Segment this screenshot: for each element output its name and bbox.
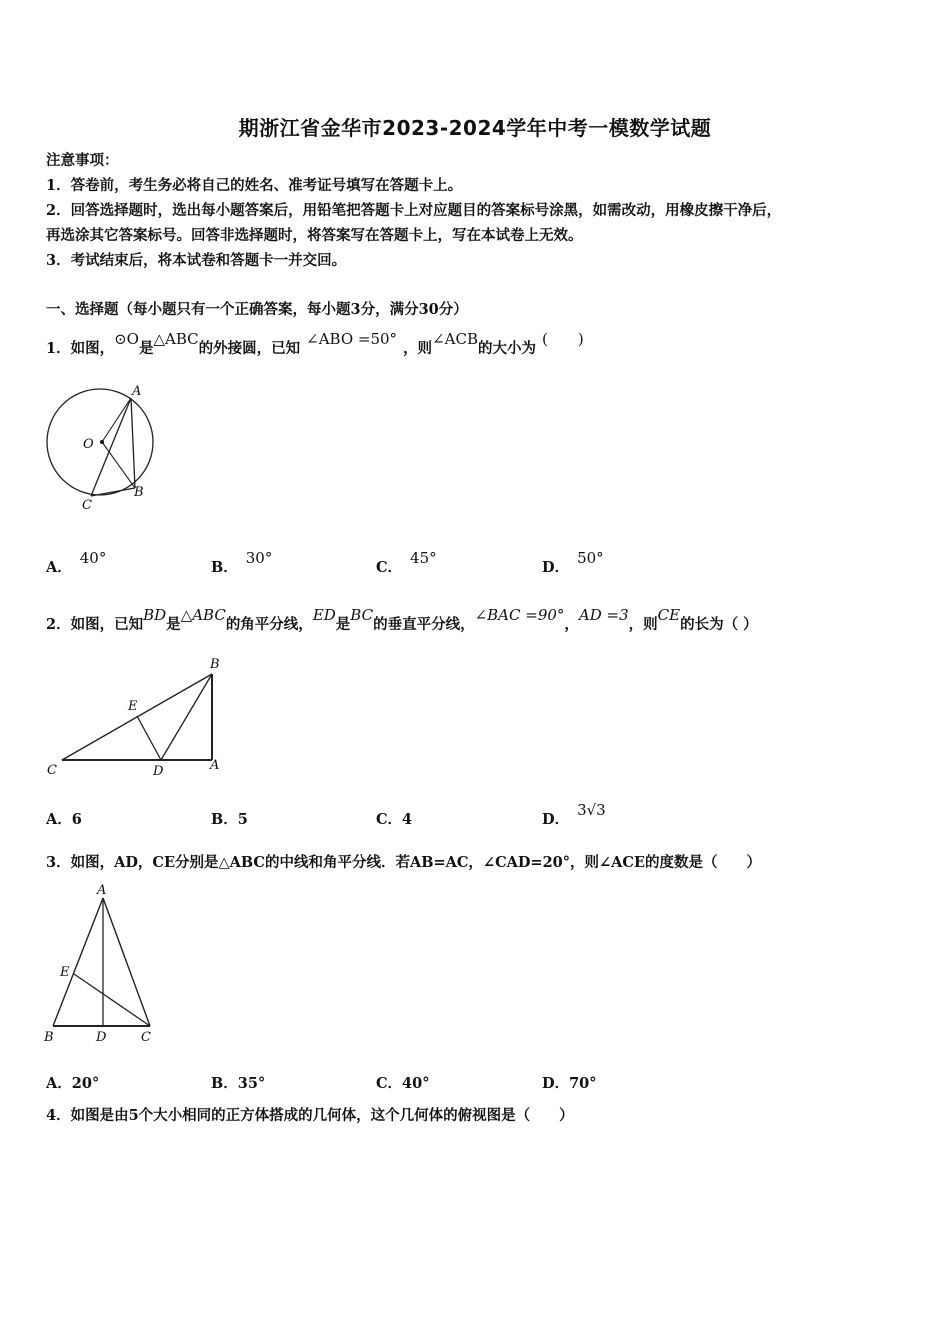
section-heading: 一、选择题（每小题只有一个正确答案，每小题3分，满分30分）: [46, 301, 468, 318]
q3-label-d: D: [96, 1030, 107, 1045]
math-ed: ED: [312, 606, 336, 624]
q2-option-b[interactable]: B．5: [211, 811, 248, 828]
q1-label-b: B: [134, 485, 144, 500]
math-answer-blank: ( ): [541, 330, 584, 348]
math-circle-o: ⊙O: [114, 330, 139, 348]
question-1: 1．如图，⊙O是△ABC的外接圆，已知∠ABO =50°，则∠ACB的大小为( ): [46, 330, 584, 357]
math-angle-bac: ∠BAC =90°: [474, 606, 565, 624]
q2-label-d: D: [153, 764, 164, 779]
math-bd: BD: [143, 606, 167, 624]
q3-option-b[interactable]: B．35°: [211, 1075, 266, 1092]
notice-line-1: 1．答卷前，考生务必将自己的姓名、准考证号填写在答题卡上。: [46, 177, 463, 194]
q3-figure: [40, 882, 170, 1052]
q3-label-a: A: [97, 883, 107, 898]
q1-option-c[interactable]: C．45°: [376, 549, 437, 576]
q1-label-a: A: [132, 384, 142, 399]
q2-option-c[interactable]: C．4: [376, 811, 413, 828]
question-3: 3．如图，AD，CE分别是△ABC的中线和角平分线．若AB=AC，∠CAD=20°，则∠ACE的度数是（ ）: [46, 854, 762, 871]
q2-figure: [40, 652, 240, 782]
question-4: 4．如图是由5个大小相同的正方体搭成的几何体，这个几何体的俯视图是（ ）: [46, 1107, 574, 1124]
notice-line-3: 3．考试结束后，将本试卷和答题卡一并交回。: [46, 252, 347, 269]
math-ce: CE: [657, 606, 681, 624]
question-2: 2．如图，已知BD是△ABC的角平分线，ED是BC的垂直平分线，∠BAC =90°，AD =3，则CE的长为（ ）: [46, 606, 758, 633]
math-ad: AD =3: [578, 606, 629, 624]
notice-line-2a: 2．回答选择题时，选出每小题答案后，用铅笔把答题卡上对应题目的答案标号涂黑，如需改动，用橡皮擦干净后，: [46, 202, 782, 219]
notice-heading: 注意事项：: [46, 152, 119, 169]
q3-option-a[interactable]: A．20°: [46, 1075, 100, 1092]
math-triangle-abc: △ABC: [180, 606, 226, 624]
q2-label-c: C: [47, 763, 57, 778]
q1-label-o: O: [83, 437, 94, 452]
math-angle-acb: ∠ACB: [432, 330, 478, 348]
q2-label-e: E: [128, 699, 138, 714]
q3-option-d[interactable]: D．70°: [542, 1075, 597, 1092]
q1-option-a[interactable]: A．40°: [46, 549, 107, 576]
q2-option-d[interactable]: D．3√3: [542, 801, 606, 828]
q2-label-a: A: [210, 758, 220, 773]
q3-label-c: C: [141, 1030, 151, 1045]
math-triangle-abc: △ABC: [153, 330, 199, 348]
q2-option-a[interactable]: A．6: [46, 811, 82, 828]
math-angle-abo: ∠ABO =50°: [306, 330, 398, 348]
q3-label-b: B: [44, 1030, 54, 1045]
q1-option-d[interactable]: D．50°: [542, 549, 604, 576]
q3-option-c[interactable]: C．40°: [376, 1075, 430, 1092]
q1-option-b[interactable]: B．30°: [211, 549, 273, 576]
q3-label-e: E: [60, 965, 70, 980]
q1-figure: [40, 378, 170, 518]
q1-label-c: C: [82, 498, 92, 513]
notice-line-2b: 再选涂其它答案标号。回答非选择题时，将答案写在答题卡上，写在本试卷上无效。: [46, 227, 583, 244]
page-title: 期浙江省金华市2023-2024学年中考一模数学试题: [238, 116, 712, 140]
math-bc: BC: [350, 606, 374, 624]
q2-label-b: B: [210, 657, 220, 672]
